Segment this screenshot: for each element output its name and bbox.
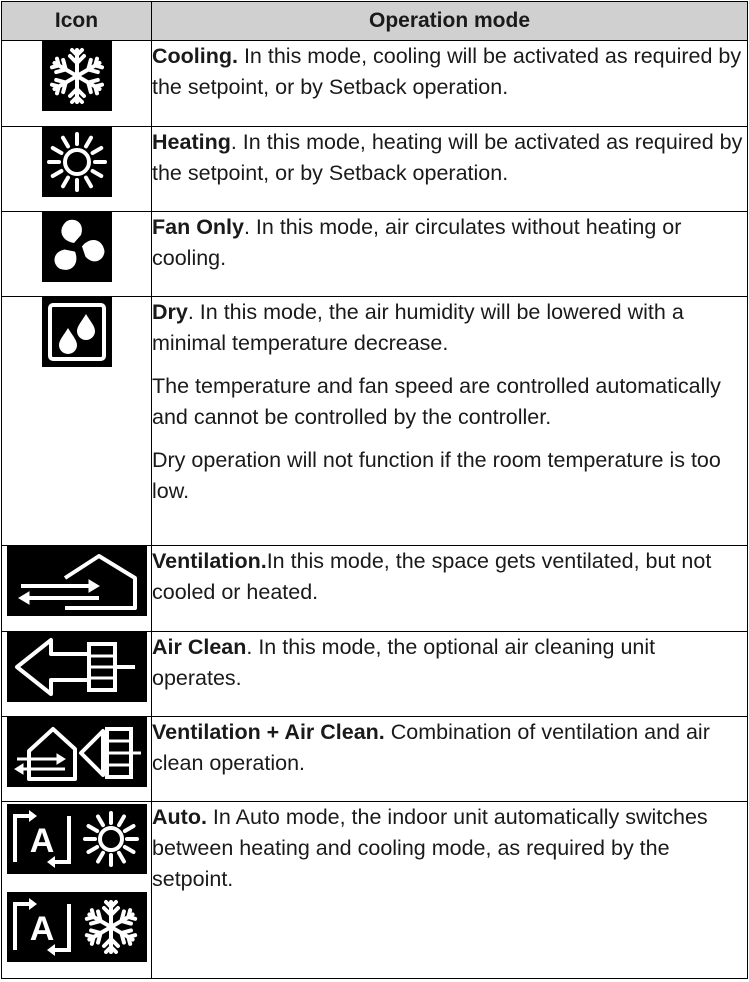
description-cell (152, 127, 748, 212)
icon-column-header: Icon (2, 2, 152, 41)
auto-cooling-icon (7, 892, 147, 962)
mode-name: Cooling. (152, 44, 238, 68)
description-cell (152, 546, 748, 632)
snowflake-icon (42, 41, 112, 111)
icon-cell (2, 127, 152, 212)
description-cell (152, 717, 748, 802)
description-cell (152, 297, 748, 546)
mode-text: In this mode, the space gets ventilated, but not cooled or heated. (152, 549, 712, 604)
description-cell (152, 802, 748, 979)
mode-description (152, 632, 747, 694)
mode-description (152, 41, 747, 103)
svg-text:A: A (29, 822, 54, 860)
mode-name: Air Clean (152, 635, 247, 659)
icon-cell (2, 717, 152, 802)
mode-text: In this mode, cooling will be activated as required by the setpoint, or by Setback operation. (152, 44, 742, 99)
mode-name: Auto. (152, 805, 207, 829)
icon-cell (2, 297, 152, 546)
ventilation-house-icon (7, 546, 147, 616)
mode-note: Dry operation will not function if the room temperature is too low. (152, 448, 721, 503)
description-cell (152, 632, 748, 717)
svg-text:A: A (29, 910, 54, 948)
auto-heating-icon (7, 804, 147, 874)
icon-cell (2, 546, 152, 632)
auto-mode-icon (2, 802, 151, 962)
table-row (2, 546, 748, 632)
mode-text: . In this mode, the optional air cleaning unit operates. (152, 635, 656, 690)
table-row (2, 717, 748, 802)
mode-description (152, 717, 747, 779)
description-cell (152, 41, 748, 127)
fan-icon (42, 212, 112, 282)
mode-name: Ventilation. (152, 549, 267, 573)
header-row (2, 2, 748, 41)
mode-text: . In this mode, air circulates without heating or cooling. (152, 215, 682, 270)
operation-mode-table (1, 1, 748, 979)
mode-description (152, 127, 747, 189)
table-row (2, 632, 748, 717)
table-row (2, 802, 748, 979)
mode-text: In Auto mode, the indoor unit automatically switches between heating and cooling mode, as required by the setpoint. (152, 805, 708, 891)
table-row (2, 297, 748, 546)
table-row (2, 41, 748, 127)
mode-name: Dry (152, 300, 188, 324)
icon-cell (2, 41, 152, 127)
mode-name: Heating (152, 130, 231, 154)
mode-description (152, 297, 747, 359)
table-row (2, 212, 748, 297)
description-cell (152, 212, 748, 297)
icon-cell (2, 212, 152, 297)
mode-description (152, 212, 747, 274)
mode-column-header: Operation mode (152, 2, 748, 41)
mode-text: . In this mode, heating will be activated as required by the setpoint, or by Setback operation. (152, 130, 743, 185)
air-clean-arrow-icon (7, 632, 147, 702)
table-row (2, 127, 748, 212)
mode-name: Ventilation + Air Clean. (152, 720, 385, 744)
sun-icon (42, 127, 112, 197)
ventilation-air-clean-icon (7, 717, 147, 787)
icon-cell (2, 632, 152, 717)
mode-note: The temperature and fan speed are controlled automatically and cannot be controlled by the controller. (152, 374, 721, 429)
icon-cell (2, 802, 152, 979)
mode-description (152, 802, 747, 895)
mode-text: . In this mode, the air humidity will be lowered with a minimal temperature decrease. (152, 300, 684, 355)
water-drops-icon (42, 297, 112, 367)
mode-text: Combination of ventilation and air clean operation. (152, 720, 710, 775)
mode-name: Fan Only (152, 215, 244, 239)
mode-description (152, 546, 747, 608)
